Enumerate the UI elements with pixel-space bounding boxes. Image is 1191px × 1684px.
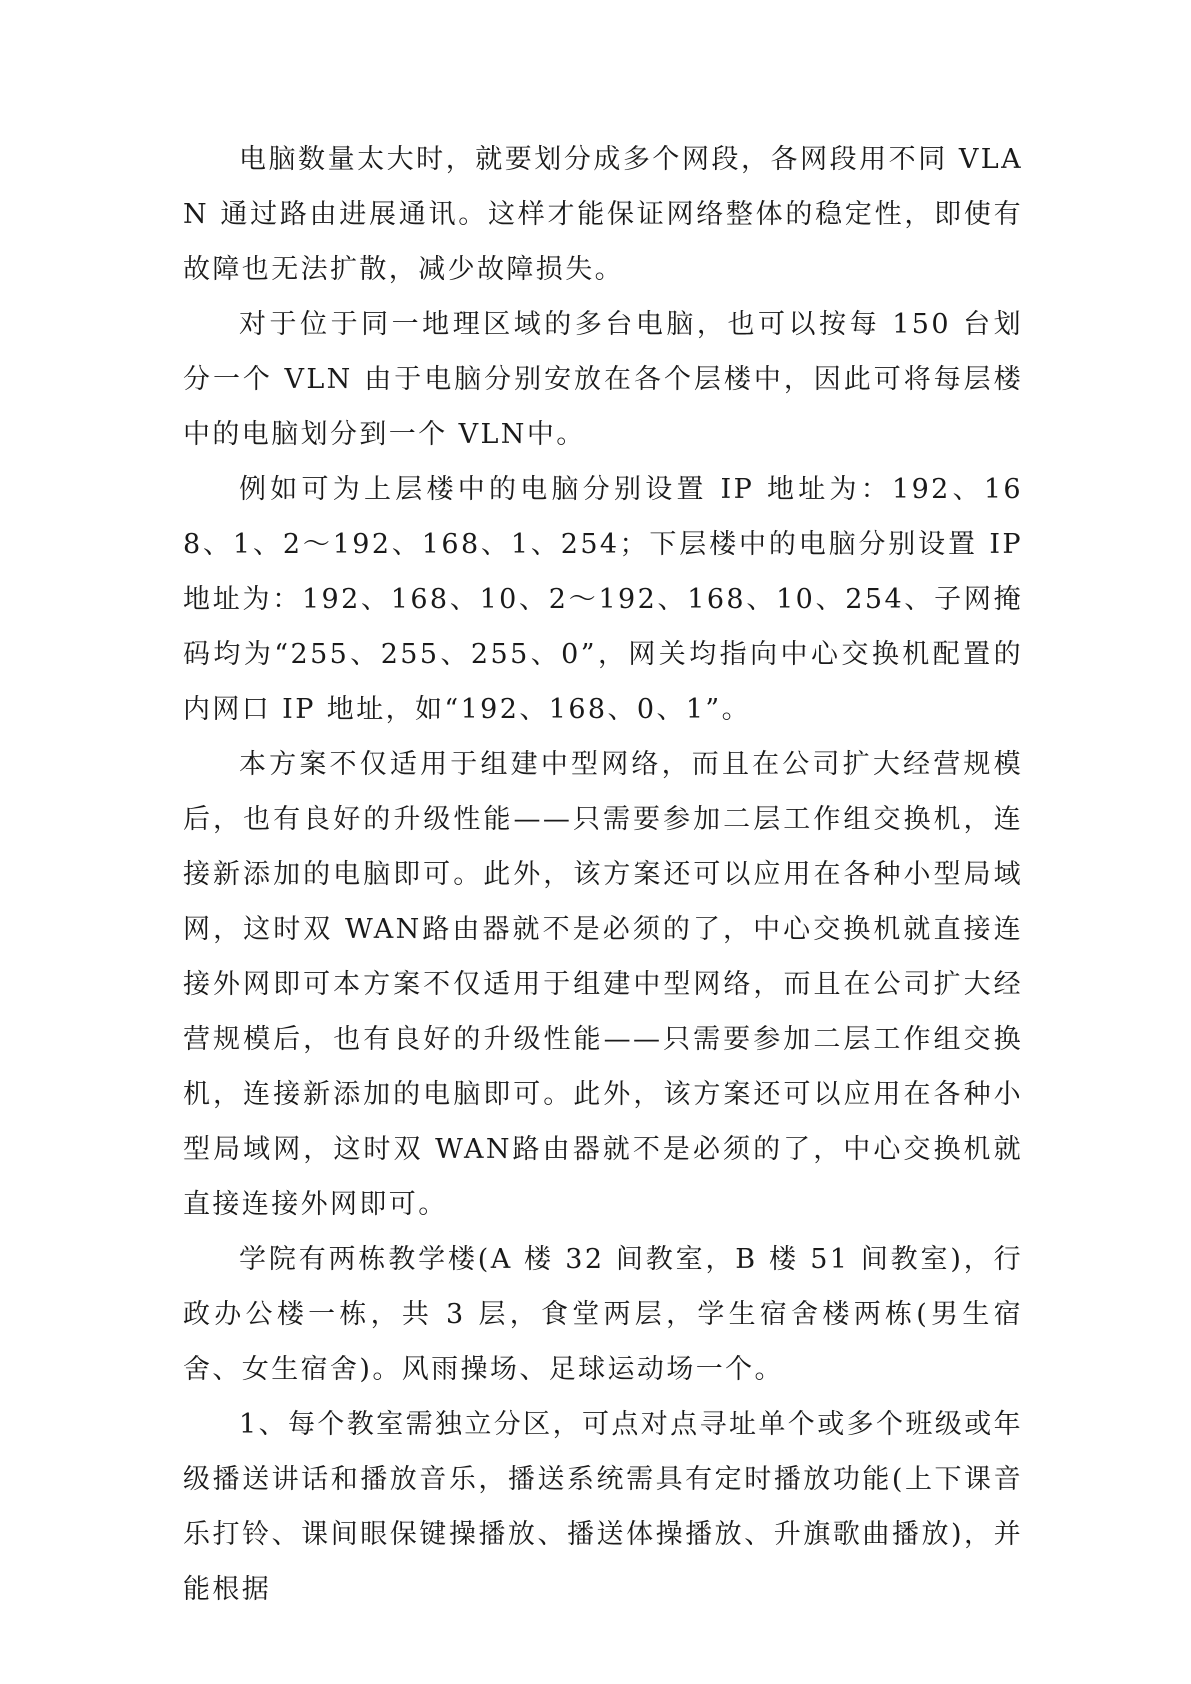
paragraph-ip-addressing: 例如可为上层楼中的电脑分别设置 IP 地址为：192、168、1、2～192、168、1、254；下层楼中的电脑分别设置 IP 地址为：192、168、10、2～192、168、10、254、子网掩码均为“255、255、255、0”，网关均指向中心交换机配置的内网口 IP 地址，如“192、168、0、1”。 — [183, 474, 1024, 725]
paragraph-broadcast-requirements: 1、每个教室需独立分区，可点对点寻址单个或多个班级或年级播送讲话和播放音乐，播送系统需具有定时播放功能(上下课音乐打铃、课间眼保键操播放、播送体操播放、升旗歌曲播放)，并能根据 — [183, 1409, 1023, 1605]
document-body — [183, 132, 1023, 1617]
paragraph-campus-buildings: 学院有两栋教学楼(A 楼 32 间教室，B 楼 51 间教室)，行政办公楼一栋，共 3 层，食堂两层，学生宿舍楼两栋(男生宿舍、女生宿舍)。风雨操场、足球运动场一个。 — [183, 1244, 1023, 1385]
paragraph-vlan-per-floor: 对于位于同一地理区域的多台电脑，也可以按每 150 台划分一个 VLN 由于电脑分别安放在各个层楼中，因此可将每层楼中的电脑划分到一个 VLN中。 — [183, 309, 1023, 450]
paragraph-scalability: 本方案不仅适用于组建中型网络，而且在公司扩大经营规模后，也有良好的升级性能——只需要参加二层工作组交换机，连接新添加的电脑即可。此外，该方案还可以应用在各种小型局域网，这时双 WAN路由器就不是必须的了，中心交换机就直接连接外网即可本方案不仅适用于组建中型网络，而且在公司扩大经营规模后，也有良好的升级性能——只需要参加二层工作组交换机，连接新添加的电脑即可。此外，该方案还可以应用在各种小型局域网，这时双 WAN路由器就不是必须的了，中心交换机就直接连接外网即可。 — [183, 749, 1023, 1220]
paragraph-vlan-segments: 电脑数量太大时，就要划分成多个网段，各网段用不同 VLAN 通过路由进展通讯。这样才能保证网络整体的稳定性，即使有故障也无法扩散，减少故障损失。 — [183, 144, 1023, 285]
